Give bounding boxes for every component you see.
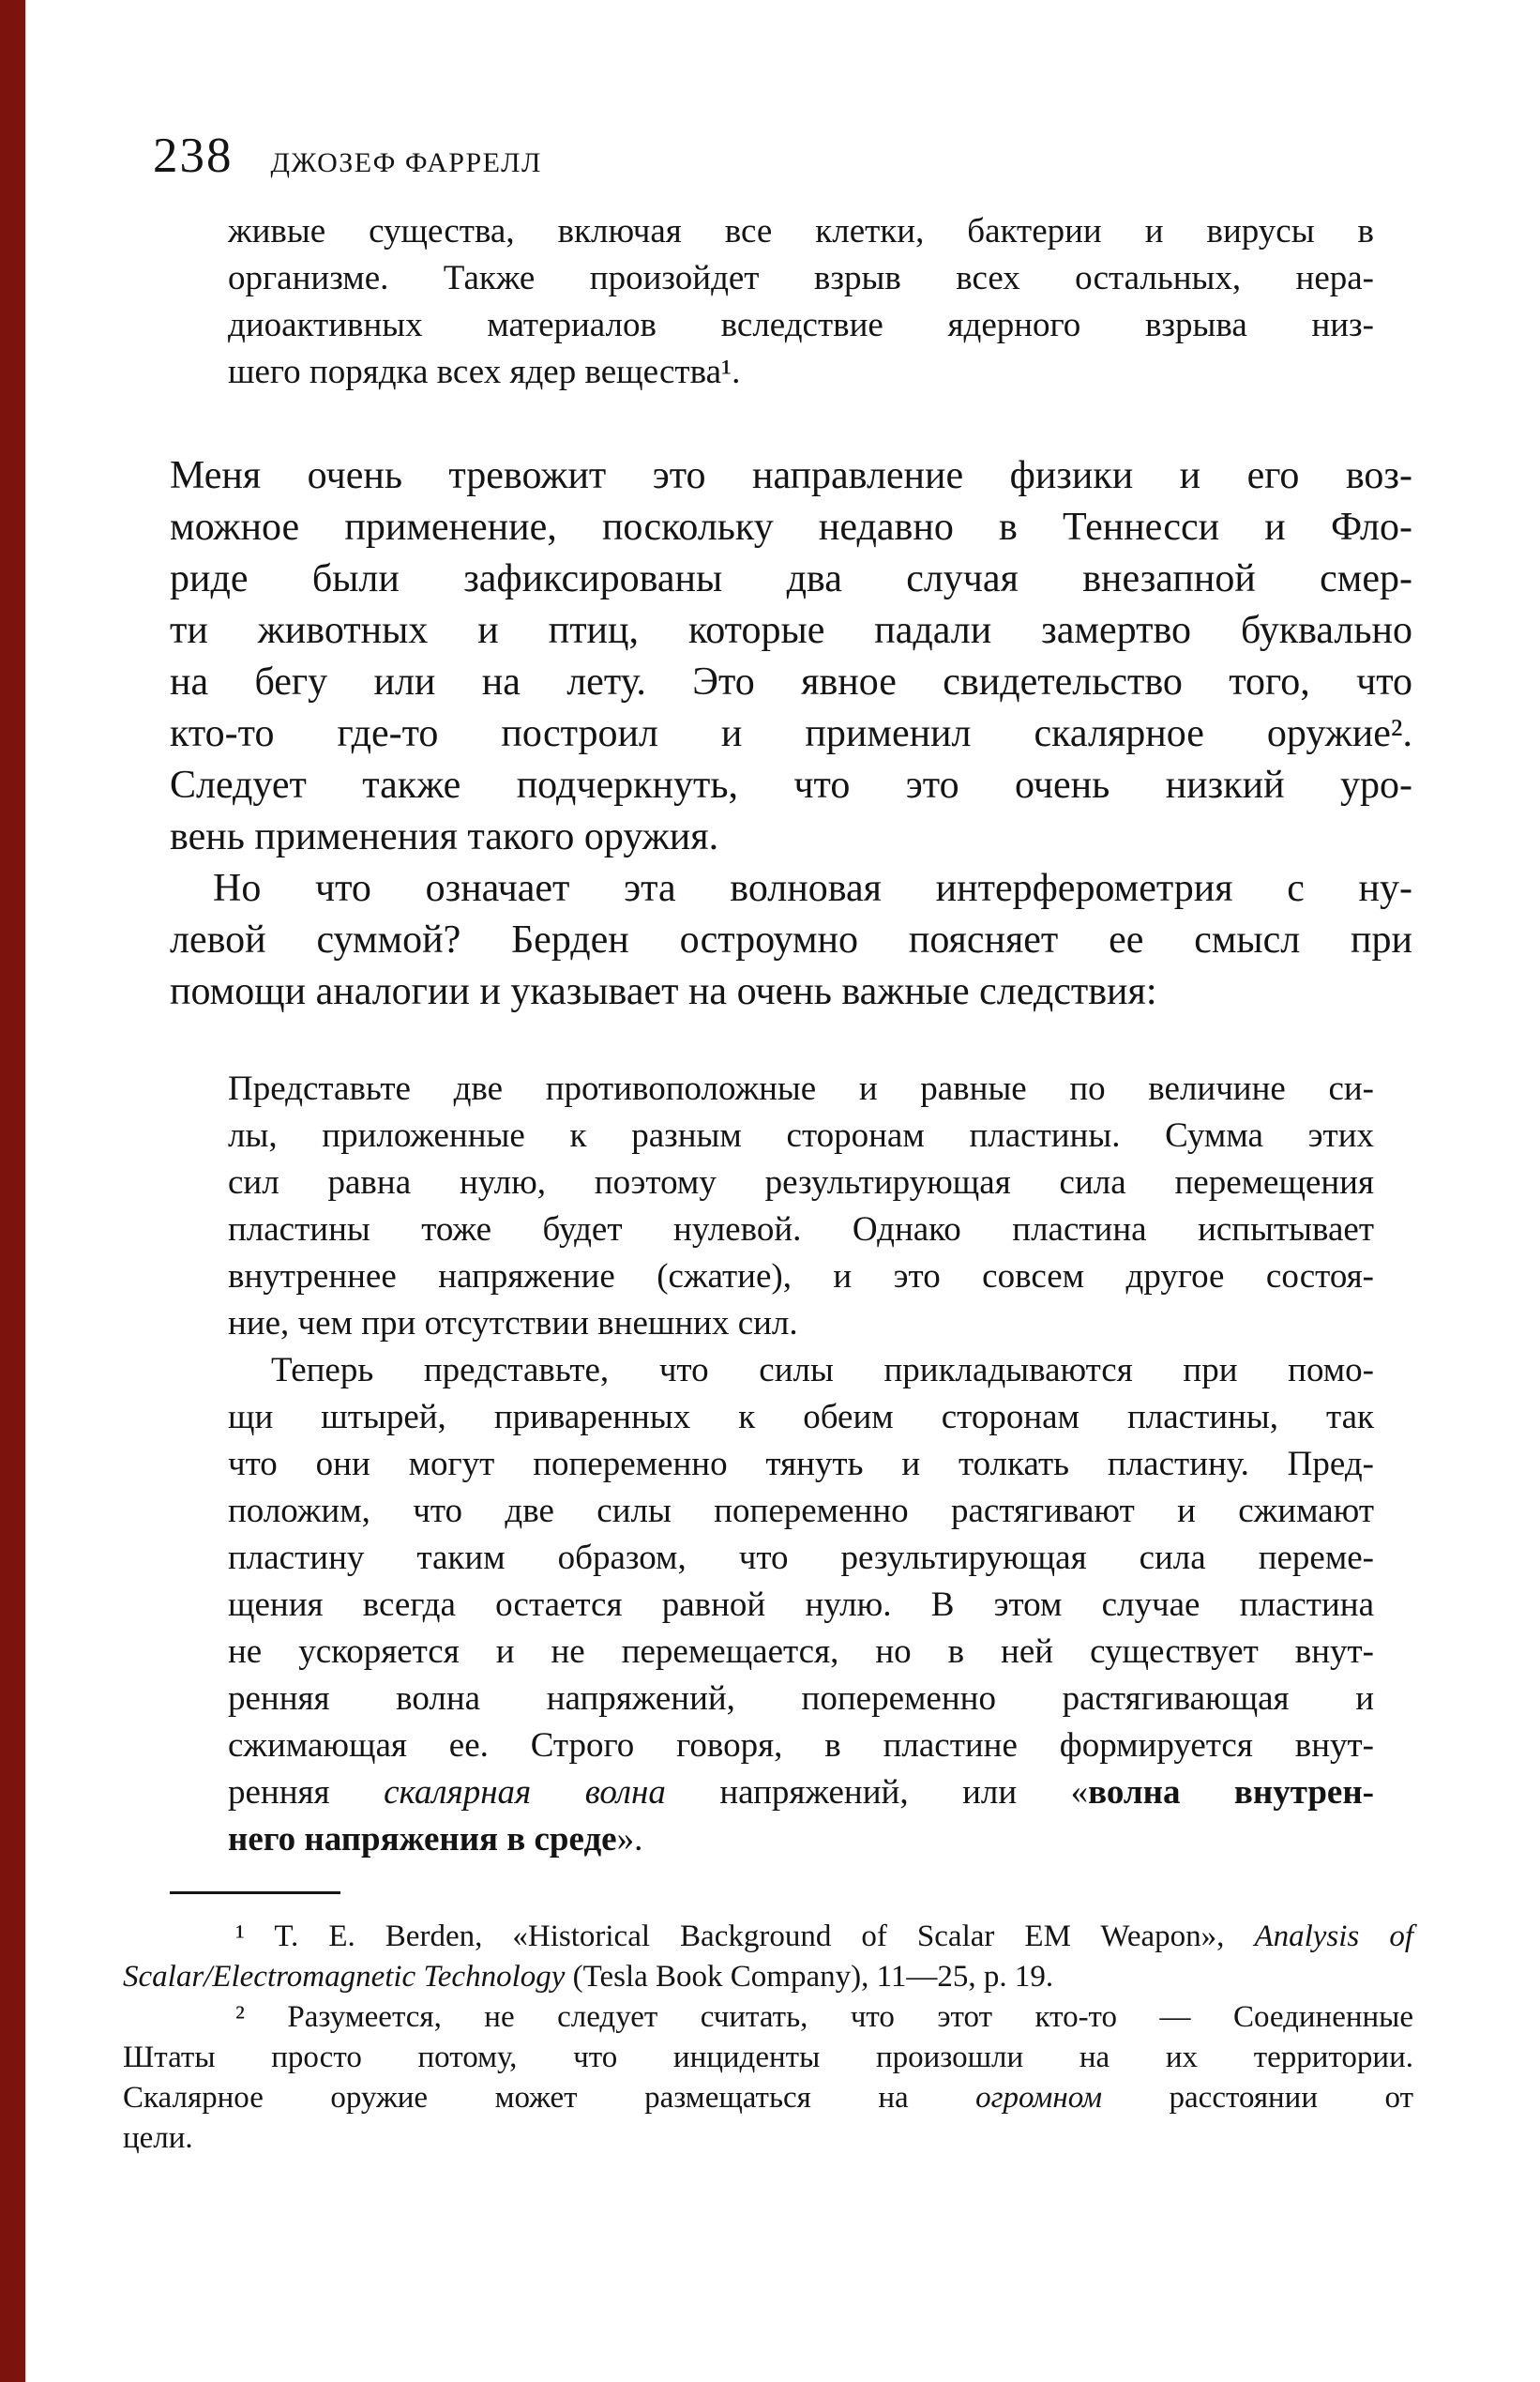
text-line: Штаты просто потому, что инциденты произошли на их территории.: [123, 2041, 1413, 2074]
text-line: щи штырей, приваренных к обеим сторонам пластины, так: [228, 1398, 1374, 1436]
text-line: не ускоряется и не перемещается, но в ней существует внут-: [228, 1632, 1374, 1671]
text-line: Теперь представьте, что силы прикладываются при помо-: [271, 1351, 1374, 1389]
text-line: ¹ T. E. Berden, «Historical Background of Scalar EM Weapon», Analysis of: [235, 1919, 1413, 1953]
text-line: шего порядка всех ядер вещества¹.: [228, 353, 741, 391]
text-line: сжимающая ее. Строго говоря, в пластине формируется внут-: [228, 1726, 1374, 1765]
book-edge-strip: [0, 0, 25, 2382]
text-line: Scalar/Electromagnetic Technology (Tesla Book Company), 11—25, p. 19.: [123, 1960, 1054, 1994]
text-line: Представьте две противоположные и равные по величине си-: [228, 1070, 1374, 1108]
text-line: ренняя скалярная волна напряжений, или «волна внутрен-: [228, 1773, 1374, 1812]
text-line: внутреннее напряжение (сжатие), и это совсем другое состоя-: [228, 1257, 1374, 1296]
quote-block-1: [228, 208, 1374, 396]
text-line: на бегу или на лету. Это явное свидетельство того, что: [170, 660, 1412, 704]
text-line: ренняя волна напряжений, попеременно растягивающая и: [228, 1679, 1374, 1718]
footnotes: [123, 1917, 1413, 2159]
text-line: сил равна нулю, поэтому результирующая сила перемещения: [228, 1163, 1374, 1202]
text-line: что они могут попеременно тянуть и толкать пластину. Пред-: [228, 1445, 1374, 1483]
text-line: пластины тоже будет нулевой. Однако пластина испытывает: [228, 1210, 1374, 1249]
text-line: Скалярное оружие может размещаться на огромном расстоянии от: [123, 2081, 1413, 2115]
text-line: ² Разумеется, не следует считать, что этот кто-то — Соединенные: [235, 2000, 1413, 2034]
page-number: 238: [153, 129, 234, 183]
text-line: пластину таким образом, что результирующая сила переме-: [228, 1539, 1374, 1577]
footnote-rule: [170, 1891, 340, 1894]
quote-block-2: [228, 1066, 1374, 1863]
text-line: него напряжения в среде».: [228, 1820, 643, 1859]
main-paragraphs: [170, 450, 1412, 1018]
text-line: помощи аналогии и указывает на очень важные следствия:: [170, 970, 1157, 1013]
text-line: левой суммой? Берден остроумно поясняет ее смысл при: [170, 918, 1412, 962]
text-line: ти животных и птиц, которые падали замертво буквально: [170, 609, 1412, 652]
text-line: организме. Также произойдет взрыв всех остальных, нера-: [228, 259, 1374, 297]
text-line: Меня очень тревожит это направление физики и его воз-: [170, 454, 1412, 497]
text-line: лы, приложенные к разным сторонам пластины. Сумма этих: [228, 1116, 1374, 1155]
text-line: Но что означает эта волновая интерферометрия с ну-: [213, 867, 1412, 910]
text-line: живые существа, включая все клетки, бактерии и вирусы в: [228, 212, 1374, 250]
text-line: кто-то где-то построил и применил скалярное оружие².: [170, 712, 1412, 755]
text-line: вень применения такого оружия.: [170, 815, 719, 858]
author-name: ДЖОЗЕФ ФАРРЕЛЛ: [270, 147, 542, 178]
text-line: положим, что две силы попеременно растягивают и сжимают: [228, 1492, 1374, 1530]
text-line: Следует также подчеркнуть, что это очень низкий уро-: [170, 764, 1412, 807]
text-line: риде были зафиксированы два случая внезапной смер-: [170, 557, 1412, 600]
text-line: щения всегда остается равной нулю. В этом случае пластина: [228, 1585, 1374, 1624]
page-header: [153, 128, 542, 184]
text-line: диоактивных материалов вследствие ядерного взрыва низ-: [228, 306, 1374, 344]
text-line: ние, чем при отсутствии внешних сил.: [228, 1304, 798, 1343]
text-line: цели.: [123, 2121, 193, 2155]
text-line: можное применение, поскольку недавно в Теннесси и Фло-: [170, 506, 1412, 549]
